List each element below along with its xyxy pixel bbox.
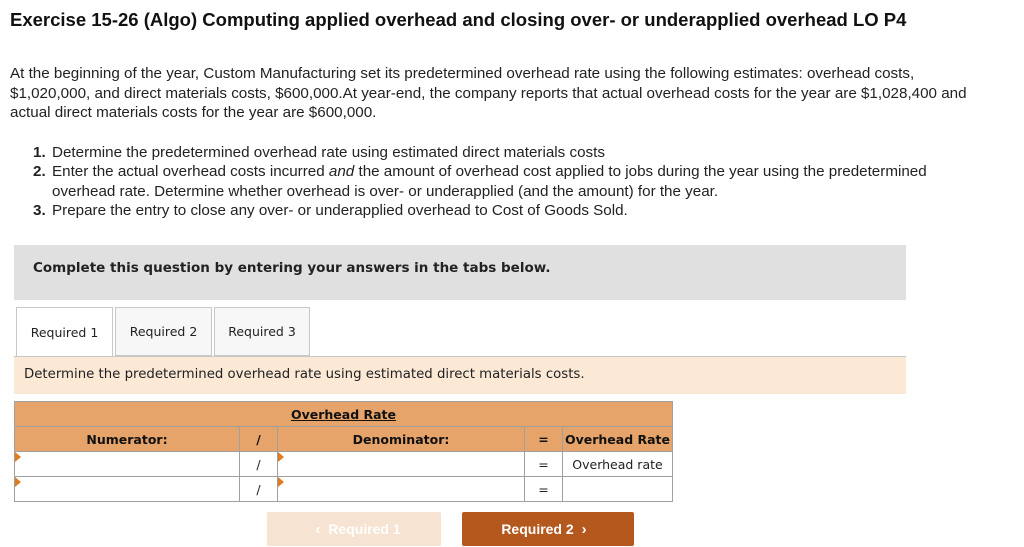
- requirement-text: Determine the predetermined overhead rate using estimated direct materials costs: [52, 144, 605, 161]
- tab-required-3[interactable]: Required 3: [214, 307, 310, 356]
- denominator-input[interactable]: [278, 478, 524, 501]
- next-button-label: Required 2: [501, 521, 574, 537]
- requirement-text-continued: the amount of overhead cost applied to jobs during the year using the predetermined overhead rate. Determine whether overhead is over- or underapplied (and the amount) for the year.: [52, 163, 927, 200]
- equals-symbol: =: [525, 452, 563, 477]
- requirement-number: 3.: [33, 201, 46, 219]
- requirement-number: 2.: [33, 163, 46, 181]
- numerator-input[interactable]: [15, 478, 239, 501]
- denominator-cell: [278, 452, 525, 477]
- denominator-input[interactable]: [278, 453, 524, 476]
- instructions-banner: Complete this question by entering your answers in the tabs below.: [14, 245, 906, 300]
- requirement-3: [33, 201, 933, 220]
- numerator-input[interactable]: [15, 453, 239, 476]
- requirement-2: [33, 162, 933, 201]
- equals-symbol: =: [525, 427, 563, 452]
- result-cell: [563, 477, 673, 502]
- numerator-cell: [15, 452, 240, 477]
- flag-icon: [278, 452, 284, 462]
- chevron-right-icon: ›: [581, 520, 587, 538]
- divide-symbol: /: [240, 452, 278, 477]
- requirement-1: [33, 143, 933, 162]
- table-title: [15, 402, 673, 427]
- divide-symbol: /: [240, 477, 278, 502]
- flag-icon: [278, 477, 284, 487]
- requirement-text: Enter the actual overhead costs incurred: [52, 163, 329, 181]
- problem-intro: At the beginning of the year, Custom Manufacturing set its predetermined overhead rate using the following estimates: overhead costs, $1,020,000, and direct materials costs, $600,000.At year-end, the company reports that actual overhead costs for the year are $1,028,400 and actual direct materials costs for the year are $600,000.: [10, 65, 967, 121]
- tab-required-1[interactable]: Required 1: [16, 307, 113, 357]
- divide-symbol: /: [240, 427, 278, 452]
- result-header: Overhead Rate: [563, 427, 673, 452]
- denominator-header: Denominator:: [278, 427, 525, 452]
- tab-required-2[interactable]: Required 2: [115, 307, 212, 356]
- denominator-cell: [278, 477, 525, 502]
- requirement-text: Prepare the entry to close any over- or underapplied overhead to Cost of Goods Sold.: [52, 201, 628, 219]
- requirement-italic-text: and: [328, 163, 355, 181]
- table-title-text: Overhead Rate: [290, 406, 397, 422]
- table-row: [15, 477, 673, 502]
- previous-button-label: Required 1: [328, 521, 401, 537]
- overhead-rate-table: [14, 401, 673, 502]
- numerator-header: Numerator:: [15, 427, 240, 452]
- chevron-left-icon: ‹: [315, 520, 321, 538]
- next-required-button[interactable]: [462, 512, 634, 546]
- requirements-list: [33, 143, 933, 220]
- requirement-number: 1.: [33, 144, 46, 161]
- previous-required-button[interactable]: [267, 512, 441, 546]
- exercise-title: Exercise 15-26 (Algo) Computing applied overhead and closing over- or underapplied overhead LO P4: [10, 9, 907, 30]
- equals-symbol: =: [525, 477, 563, 502]
- flag-icon: [15, 452, 21, 462]
- question-prompt: Determine the predetermined overhead rate using estimated direct materials costs.: [14, 357, 906, 394]
- flag-icon: [15, 477, 21, 487]
- numerator-cell: [15, 477, 240, 502]
- required-tabs: [16, 307, 312, 357]
- result-label: Overhead rate: [563, 452, 673, 477]
- table-row: [15, 452, 673, 477]
